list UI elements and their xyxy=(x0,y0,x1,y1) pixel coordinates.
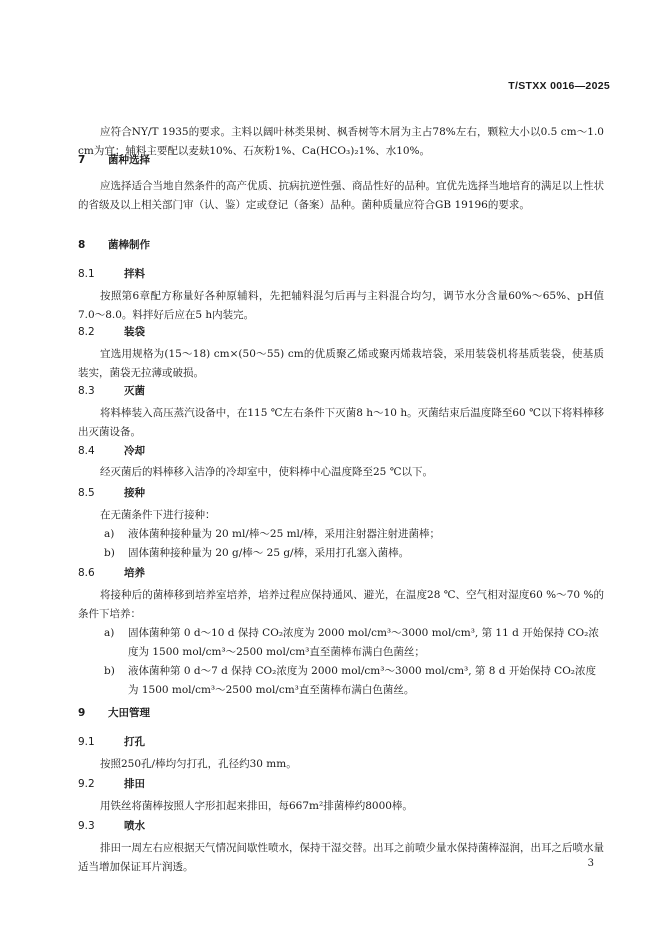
paragraph-sterilization: 将料棒装入高压蒸汽设备中，在115 ℃左右条件下灭菌8 h～10 h。灭菌结束后温度降至60 ℃以下将料棒移出灭菌设备。 xyxy=(78,407,604,438)
section-heading-9 xyxy=(78,705,150,720)
section-heading-8 xyxy=(78,237,150,252)
subsection-title: 排田 xyxy=(124,778,145,790)
subsection-number: 8.3 xyxy=(78,385,95,397)
section-number: 7 xyxy=(78,154,86,166)
paragraph-watering: 排田一周左右应根据天气情况间歇性喷水，保持干湿交替。出耳之前喷少量水保持菌棒湿润，出耳之后喷水量适当增加保证耳片润透。 xyxy=(78,842,604,873)
document-id: T/STXX 0016—2025 xyxy=(508,80,610,92)
subsection-title: 拌料 xyxy=(124,268,145,280)
subsection-title: 冷却 xyxy=(124,445,145,457)
paragraph-cooling: 经灭菌后的料棒移入洁净的冷却室中，使料棒中心温度降至25 ℃以下。 xyxy=(100,466,433,478)
section-title: 菌种选择 xyxy=(108,154,150,166)
subsection-heading-9-1 xyxy=(78,734,145,749)
subsection-number: 9.3 xyxy=(78,820,95,832)
subsection-heading-8-2 xyxy=(78,324,145,339)
subsection-title: 装袋 xyxy=(124,326,145,338)
paragraph-mixing: 按照第6章配方称量好各种原辅料，先把辅料混匀后再与主料混合均匀，调节水分含量60%～65%、pH值7.0～8.0。料拌好后应在5 h内装完。 xyxy=(78,290,604,321)
paragraph-inoculation: 在无菌条件下进行接种： xyxy=(100,509,216,521)
paragraph-bagging: 宜选用规格为(15～18) cm×(50～55) cm的优质聚乙烯或聚丙烯栽培袋，采用装袋机将基质装袋，使基质装实，菌袋无拉薄或破损。 xyxy=(78,348,604,379)
paragraph-cultivation: 将接种后的菌棒移到培养室培养，培养过程应保持通风、避光，在温度28 ℃、空气相对湿度60 %～70 %的条件下培养： xyxy=(78,589,604,620)
paragraph-materials: 应符合NY/T 1935的要求。主料以阔叶林类果树、枫香树等木屑为主占78%左右，颗粒大小以0.5 cm～1.0 cm为宜；辅料主要配以麦麸10%、石灰粉1%、Ca(HCO₃)₂1%、水10%。 xyxy=(78,126,604,157)
paragraph-arranging: 用铁丝将菌棒按照人字形扣起来排田，每667m²排菌棒约8000棒。 xyxy=(100,800,413,812)
subsection-number: 9.1 xyxy=(78,736,95,748)
list-item xyxy=(104,662,604,700)
list-item-text: 固体菌种接种量为 20 g/棒～ 25 g/棒，采用打孔塞入菌棒。 xyxy=(128,547,410,559)
list-item-text: 液体菌种第 0 d～7 d 保持 CO₂浓度为 2000 mol/cm³～3000 mol/cm³, 第 8 d 开始保持 CO₂浓度为 1500 mol/cm³～2500 mol/cm³直至菌棒布满白色菌丝。 xyxy=(128,665,597,696)
page-number: 3 xyxy=(587,858,594,869)
subsection-number: 8.6 xyxy=(78,567,95,579)
list-item xyxy=(104,525,604,544)
subsection-heading-9-3 xyxy=(78,818,145,833)
subsection-heading-8-1 xyxy=(78,266,145,281)
subsection-number: 8.1 xyxy=(78,268,95,280)
list-marker: a) xyxy=(104,528,115,540)
subsection-title: 打孔 xyxy=(124,736,145,748)
subsection-title: 灭菌 xyxy=(124,385,145,397)
section-title: 大田管理 xyxy=(108,707,150,719)
subsection-number: 8.5 xyxy=(78,487,95,499)
subsection-title: 喷水 xyxy=(124,820,145,832)
section-number: 8 xyxy=(78,239,86,251)
section-title: 菌棒制作 xyxy=(108,239,150,251)
paragraph-punching: 按照250孔/棒均匀打孔，孔径约30 mm。 xyxy=(100,758,297,770)
subsection-heading-8-4 xyxy=(78,443,145,458)
list-item-text: 固体菌种第 0 d～10 d 保持 CO₂浓度为 2000 mol/cm³～3000 mol/cm³, 第 11 d 开始保持 CO₂浓度为 1500 mol/cm³～2500 mol/cm³直至菌棒布满白色菌丝； xyxy=(128,627,599,658)
list-item-text: 液体菌种接种量为 20 ml/棒～25 ml/棒，采用注射器注射进菌棒； xyxy=(128,528,440,540)
list-marker: a) xyxy=(104,627,115,639)
list-item xyxy=(104,544,604,563)
subsection-number: 8.2 xyxy=(78,326,95,338)
list-marker: b) xyxy=(104,547,115,559)
subsection-heading-8-5 xyxy=(78,485,145,500)
subsection-heading-8-3 xyxy=(78,383,145,398)
subsection-number: 8.4 xyxy=(78,445,95,457)
subsection-heading-8-6 xyxy=(78,565,145,580)
paragraph-strain-selection: 应选择适合当地自然条件的高产优质、抗病抗逆性强、商品性好的品种。宜优先选择当地培育的满足以上性状的省级及以上相关部门审（认、鉴）定或登记（备案）品种。菌种质量应符合GB 19196的要求。 xyxy=(78,180,604,211)
subsection-title: 培养 xyxy=(124,567,145,579)
section-heading-7 xyxy=(78,152,150,167)
list-item xyxy=(104,624,604,662)
section-number: 9 xyxy=(78,707,86,719)
subsection-number: 9.2 xyxy=(78,778,95,790)
subsection-heading-9-2 xyxy=(78,776,145,791)
list-marker: b) xyxy=(104,665,115,677)
subsection-title: 接种 xyxy=(124,487,145,499)
